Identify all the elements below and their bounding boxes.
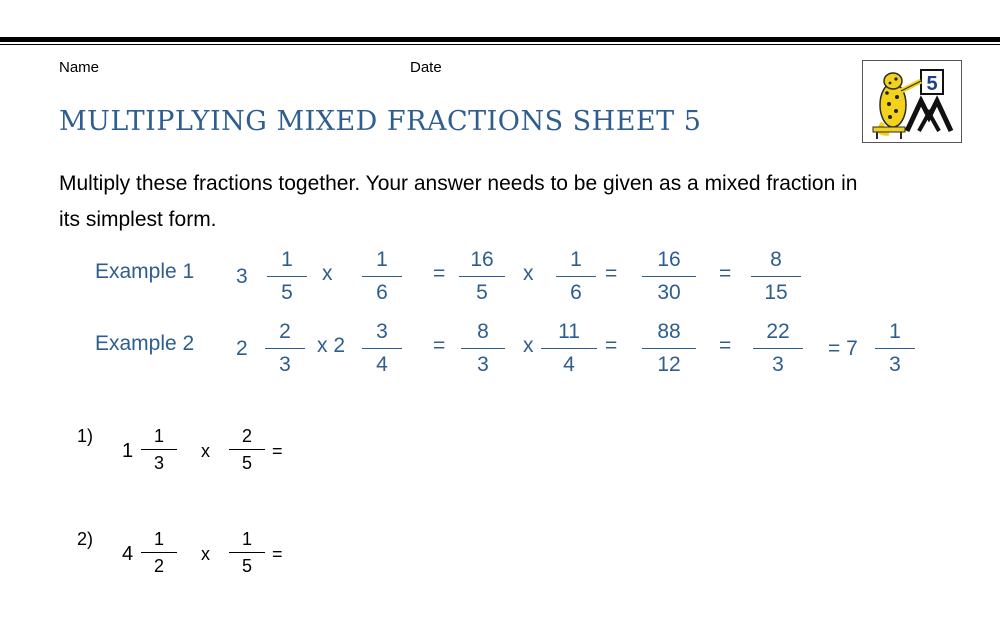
page-title: MULTIPLYING MIXED FRACTIONS SHEET 5	[59, 106, 702, 137]
fraction: 8 15	[751, 246, 801, 307]
equals-whole: = 7	[828, 337, 858, 360]
example-label: Example 2	[95, 332, 195, 355]
equals-sign: =	[719, 334, 732, 357]
top-rule-thin	[0, 44, 1000, 45]
whole-number: 2	[236, 337, 248, 360]
fraction: 88 12	[642, 318, 696, 379]
fraction: 1 3	[875, 318, 915, 379]
equals-sign: =	[272, 544, 283, 564]
equals-sign: =	[272, 441, 283, 461]
times-sign: x	[523, 334, 534, 357]
fraction: 1 5	[267, 246, 307, 307]
fraction: 1 5	[229, 529, 265, 576]
fraction: 11 4	[541, 318, 597, 379]
logo-graphic	[863, 61, 961, 142]
problem-number: 1)	[77, 426, 94, 446]
fraction: 1 6	[556, 246, 596, 307]
whole-number: 1	[122, 440, 134, 462]
fraction: 2 3	[265, 318, 305, 379]
instructions-text: Multiply these fractions together. Your answer needs to be given as a mixed fraction in its simplest form.	[59, 172, 858, 231]
math-salamanders-logo	[862, 60, 962, 143]
equals-sign: =	[719, 262, 732, 285]
date-label: Date	[410, 59, 442, 76]
times-sign: x	[523, 262, 534, 285]
times-sign: x 2	[317, 334, 346, 357]
fraction: 16 5	[459, 246, 505, 307]
equals-sign: =	[605, 262, 618, 285]
top-rule	[0, 37, 1000, 42]
fraction: 1 3	[141, 426, 177, 473]
fraction: 1 2	[141, 529, 177, 576]
equals-sign: =	[605, 334, 618, 357]
whole-number: 4	[122, 543, 134, 565]
equals-sign: =	[433, 334, 446, 357]
fraction: 1 6	[362, 246, 402, 307]
fraction: 22 3	[753, 318, 803, 379]
fraction: 2 5	[229, 426, 265, 473]
fraction: 3 4	[362, 318, 402, 379]
logo-number: 5	[926, 73, 938, 95]
example-label: Example 1	[95, 260, 195, 283]
whole-number: 3	[236, 265, 248, 288]
times-sign: x	[322, 262, 333, 285]
name-label: Name	[59, 59, 100, 76]
times-sign: x	[201, 544, 210, 564]
fraction: 16 30	[642, 246, 696, 307]
fraction: 8 3	[461, 318, 505, 379]
equals-sign: =	[433, 262, 446, 285]
problem-number: 2)	[77, 529, 94, 549]
times-sign: x	[201, 441, 210, 461]
